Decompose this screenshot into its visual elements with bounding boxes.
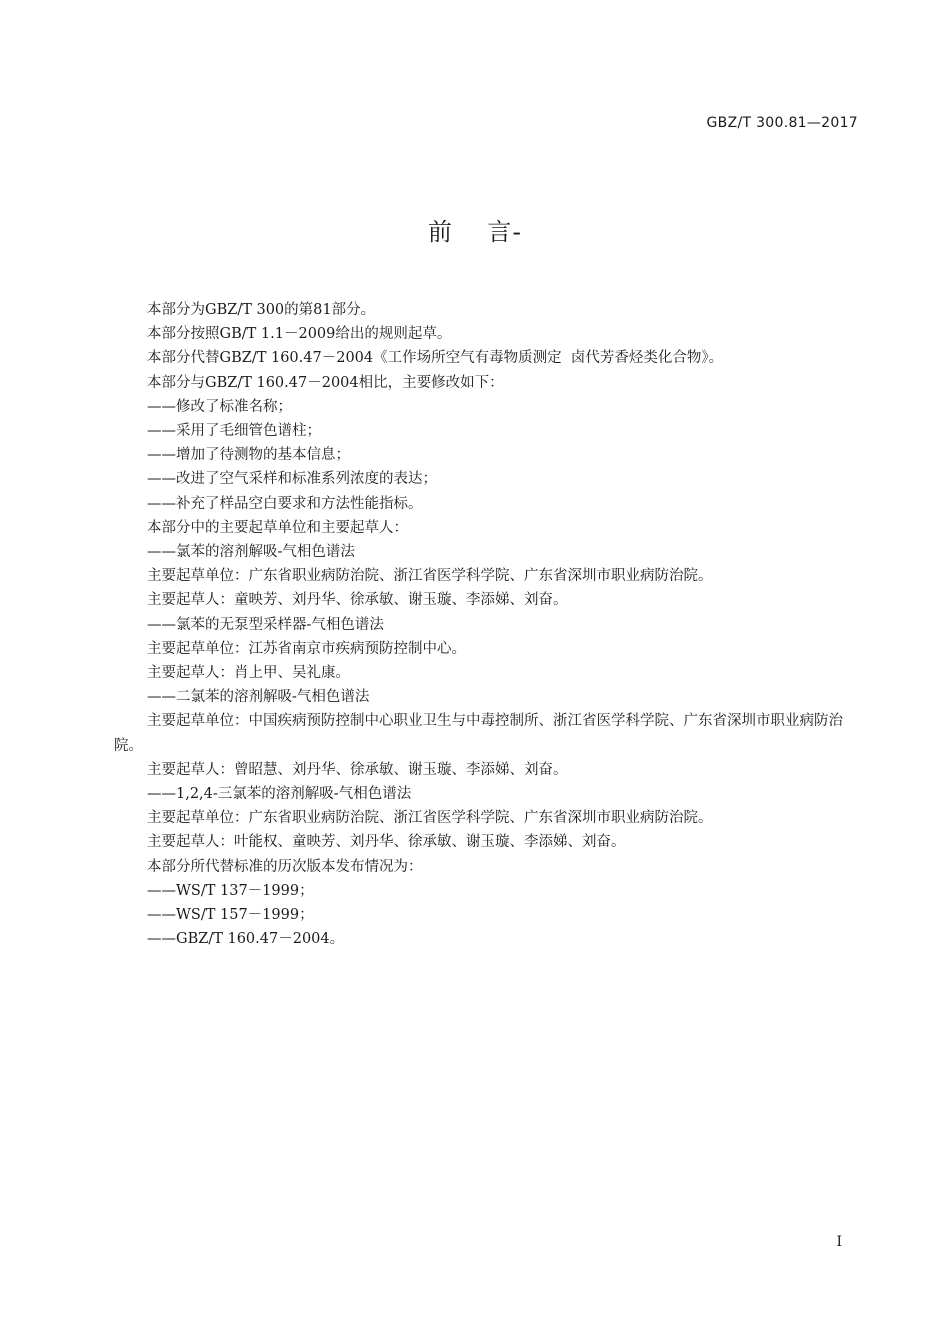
foreword-body xyxy=(114,298,859,951)
list-item: ——GBZ/T 160.47－2004。 xyxy=(147,931,345,948)
list-item: ——采用了毛细管色谱柱； xyxy=(147,423,321,440)
paragraph: 本部分中的主要起草单位和主要起草人： xyxy=(147,519,408,536)
drafting-units: 主要起草单位：广东省职业病防治院、浙江省医学科学院、广东省深圳市职业病防治院。 xyxy=(147,810,713,827)
page-number: I xyxy=(836,1234,842,1250)
paragraph: 本部分代替GBZ/T 160.47－2004《工作场所空气有毒物质测定 卤代芳香烃类化合物》。 xyxy=(147,350,724,367)
paragraph: 本部分所代替标准的历次版本发布情况为： xyxy=(147,858,423,875)
method-heading: ——二氯苯的溶剂解吸-气相色谱法 xyxy=(147,689,370,706)
method-heading: ——氯苯的无泵型采样器-气相色谱法 xyxy=(147,616,384,633)
drafters: 主要起草人：童映芳、刘丹华、徐承敏、谢玉璇、李添娣、刘奋。 xyxy=(147,592,568,609)
paragraph: 本部分按照GB/T 1.1－2009给出的规则起草。 xyxy=(147,326,452,343)
drafters: 主要起草人：叶能权、童映芳、刘丹华、徐承敏、谢玉璇、李添娣、刘奋。 xyxy=(147,834,626,851)
list-item: ——WS/T 137－1999； xyxy=(147,882,314,899)
list-item: ——改进了空气采样和标准系列浓度的表达； xyxy=(147,471,437,488)
method-heading: ——氯苯的溶剂解吸-气相色谱法 xyxy=(147,544,355,561)
list-item: ——WS/T 157－1999； xyxy=(147,907,314,924)
drafters: 主要起草人：曾昭慧、刘丹华、徐承敏、谢玉璇、李添娣、刘奋。 xyxy=(147,761,568,778)
method-heading: ——1,2,4-三氯苯的溶剂解吸-气相色谱法 xyxy=(147,786,412,803)
page-title: 前 言- xyxy=(427,218,523,246)
list-item: ——补充了样品空白要求和方法性能指标。 xyxy=(147,495,423,512)
paragraph: 本部分为GBZ/T 300的第81部分。 xyxy=(147,302,376,318)
list-item: ——增加了待测物的基本信息； xyxy=(147,447,350,464)
list-item: ——修改了标准名称； xyxy=(147,398,292,415)
paragraph: 本部分与GBZ/T 160.47－2004相比，主要修改如下： xyxy=(147,374,504,391)
drafting-units: 主要起草单位：中国疾病预防控制中心职业卫生与中毒控制所、浙江省医学科学院、广东省深圳市职业病防治院。 xyxy=(114,713,843,754)
document-code: GBZ/T 300.81—2017 xyxy=(706,115,858,131)
drafting-units: 主要起草单位：江苏省南京市疾病预防控制中心。 xyxy=(147,640,466,657)
drafting-units: 主要起草单位：广东省职业病防治院、浙江省医学科学院、广东省深圳市职业病防治院。 xyxy=(147,568,713,585)
drafters: 主要起草人：肖上甲、吴礼康。 xyxy=(147,665,350,682)
